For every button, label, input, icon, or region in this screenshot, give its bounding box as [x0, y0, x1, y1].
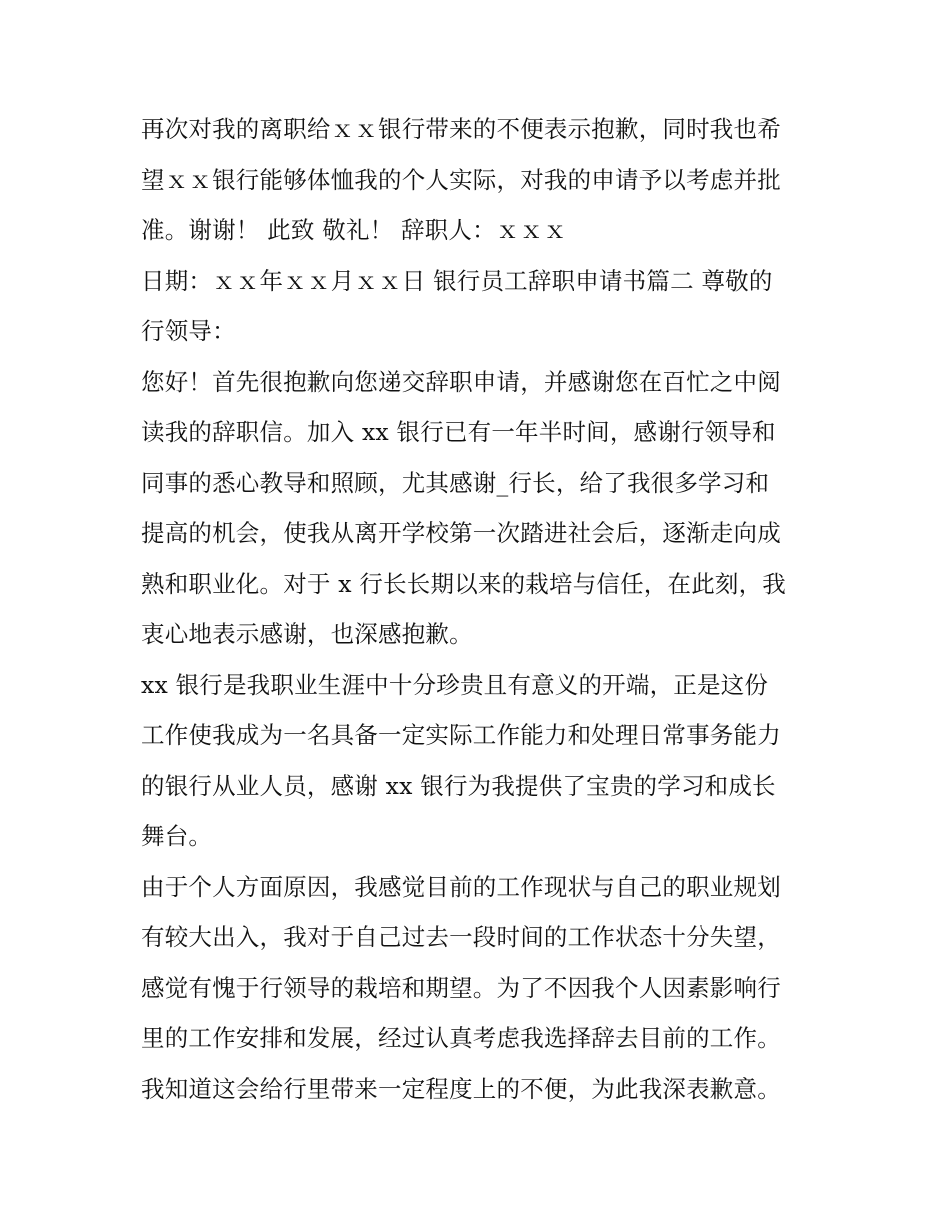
text-line: 同事的悉心教导和照顾，尤其感谢_行长，给了我很多学习和 — [141, 468, 770, 497]
text-line: 我知道这会给行里带来一定程度上的不便，为此我深表歉意。 — [141, 1074, 781, 1103]
text-line: 熟和职业化。对于 x 行长长期以来的栽培与信任，在此刻，我 — [141, 569, 786, 598]
text-line: 望ｘｘ银行能够体恤我的个人实际，对我的申请予以考虑并批 — [141, 165, 781, 194]
text-line: 感觉有愧于行领导的栽培和期望。为了不因我个人因素影响行 — [141, 973, 781, 1002]
text-line: 衷心地表示感谢，也深感抱歉。 — [141, 620, 473, 648]
text-line: 提高的机会，使我从离开学校第一次踏进社会后，逐渐走向成 — [141, 519, 781, 547]
text-line: 再次对我的离职给ｘｘ银行带来的不便表示抱歉，同时我也希 — [141, 115, 781, 143]
text-line: 舞台。 — [141, 822, 213, 850]
text-line: 由于个人方面原因，我感觉目前的工作现状与自己的职业规划 — [141, 872, 781, 901]
text-line: 日期：ｘｘ年ｘｘ月ｘｘ日 银行员工辞职申请书篇二 尊敬的 — [141, 266, 773, 295]
document-body — [141, 104, 821, 1114]
text-line: 的银行从业人员，感谢 xx 银行为我提供了宝贵的学习和成长 — [141, 771, 776, 800]
text-line: 读我的辞职信。加入 xx 银行已有一年半时间，感谢行领导和 — [141, 418, 776, 446]
text-line: 有较大出入，我对于自己过去一段时间的工作状态十分失望， — [141, 923, 781, 951]
text-line: 工作使我成为一名具备一定实际工作能力和处理日常事务能力 — [141, 721, 781, 749]
text-line: 准。谢谢！ 此致 敬礼！ 辞职人：ｘｘｘ — [141, 216, 567, 244]
text-line: 里的工作安排和发展，经过认真考虑我选择辞去目前的工作。 — [141, 1024, 781, 1052]
text-line: xx 银行是我职业生涯中十分珍贵且有意义的开端，正是这份 — [141, 670, 769, 699]
text-line: 您好！首先很抱歉向您递交辞职申请，并感谢您在百忙之中阅 — [141, 367, 781, 396]
text-line: 行领导： — [141, 317, 236, 345]
